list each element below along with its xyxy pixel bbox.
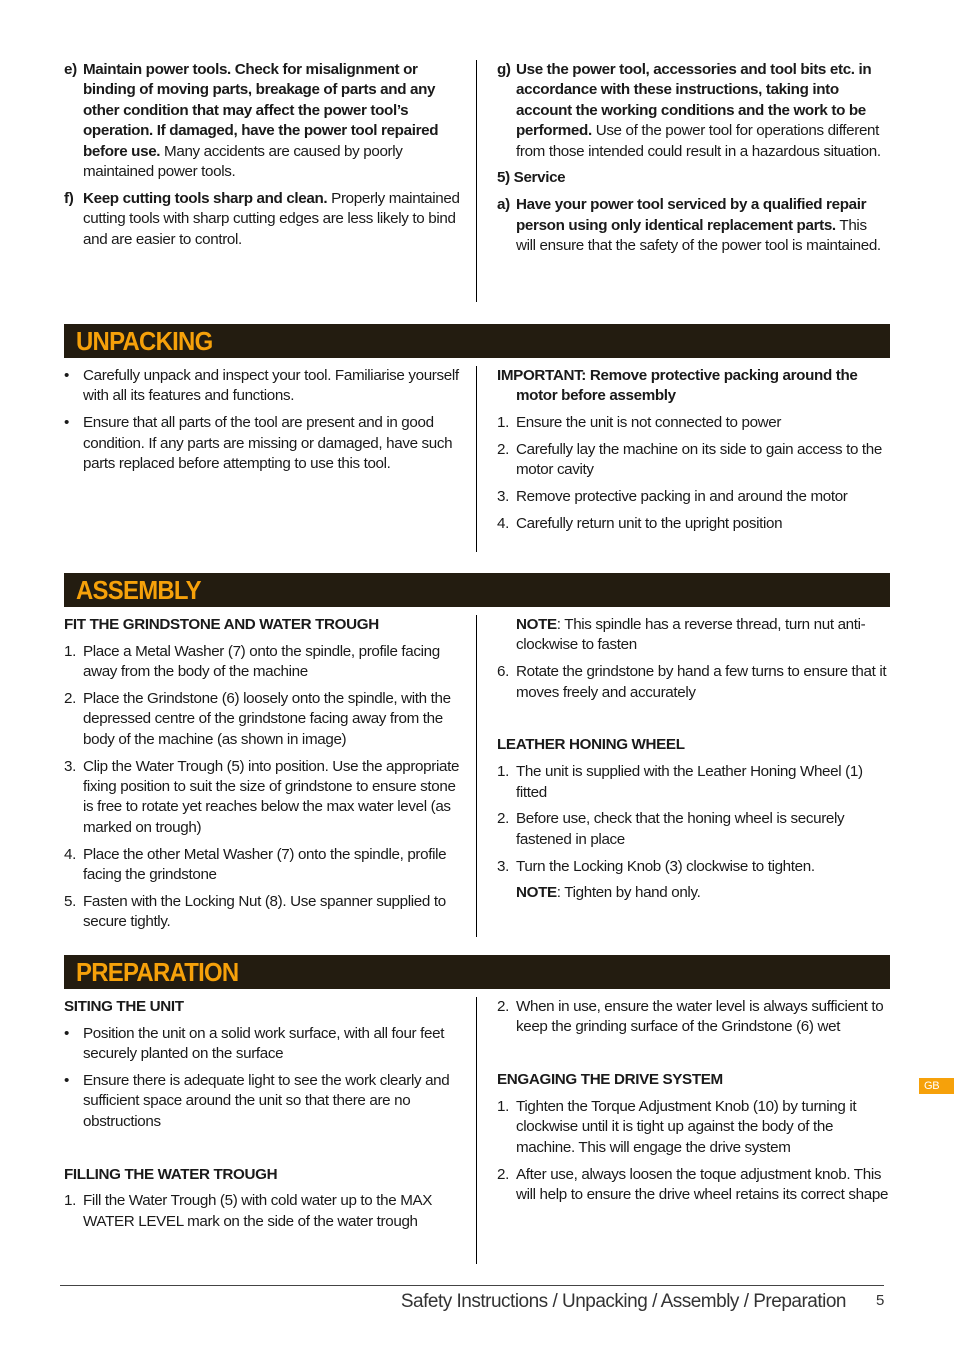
service-heading: 5) Service xyxy=(497,169,566,187)
page-number: 5 xyxy=(876,1292,884,1309)
safety-e-bold: Maintain power tools. Check for misalignment or binding of moving parts, breakage of parts and any other condition that may affect the power tool’s operation. If damaged, have the power tool repaired before use. xyxy=(83,61,439,160)
tighten-note: NOTE: Tighten by hand only. xyxy=(516,884,701,902)
spindle-note: NOTE: This spindle has a reverse thread, turn nut anti-clockwise to fasten xyxy=(516,616,866,654)
unpacking-left-column xyxy=(64,366,477,552)
safety-item-f xyxy=(64,189,460,250)
bullet-icon: • xyxy=(64,367,69,384)
list-item: 6. Rotate the grindstone by hand a few turns to ensure that it moves freely and accurately xyxy=(497,663,887,701)
preparation-right-column xyxy=(477,997,890,1264)
footer-section-title: Safety Instructions / Unpacking / Assembly / Preparation xyxy=(400,1291,846,1312)
safety-f-bold: Keep cutting tools sharp and clean. xyxy=(83,189,328,207)
list-item: 5. Fasten with the Locking Nut (8). Use spanner supplied to secure tightly. xyxy=(64,892,446,931)
list-item: 2. When in use, ensure the water level is always sufficient to keep the grinding surface of the Grindstone (6) wet xyxy=(497,998,884,1036)
list-item: • Ensure there is adequate light to see the work clearly and sufficient space around the unit so that there are no obstructions xyxy=(64,1071,460,1132)
safety-e-text: Many accidents are caused by poorly maintained power tools. xyxy=(83,142,403,181)
safety-a-text: This will ensure that the safety of the power tool is maintained. xyxy=(516,216,881,255)
important-note: IMPORTANT: Remove protective packing around the motor before assembly xyxy=(497,367,858,405)
unpacking-title: UNPACKING xyxy=(76,326,213,356)
list-item: 1. The unit is supplied with the Leather Honing Wheel (1) fitted xyxy=(497,763,863,801)
list-item: 3. Turn the Locking Knob (3) clockwise to tighten. xyxy=(497,857,815,875)
preparation-section xyxy=(64,997,890,1264)
item-label: a) xyxy=(497,196,510,214)
unpacking-right-column xyxy=(477,366,890,552)
safety-g-bold: Use the power tool, accessories and tool bits etc. in accordance with these instructions, taking into account the working conditions and the work to be performed. xyxy=(516,61,872,140)
list-item: 3. Clip the Water Trough (5) into position. Use the appropriate fixing position to suit the size of grindstone to ensure stone is free to rotate yet reaches below the max water level (as marked on trough) xyxy=(64,757,460,836)
list-item: • Position the unit on a solid work surface, with all four feet securely planted on the surface xyxy=(64,1024,460,1065)
bullet-icon: • xyxy=(64,414,69,432)
item-label: e) xyxy=(64,61,77,78)
assembly-left-column xyxy=(64,615,477,937)
bullet-icon: • xyxy=(64,1024,69,1042)
drive-heading: ENGAGING THE DRIVE SYSTEM xyxy=(497,1071,723,1089)
leather-heading: LEATHER HONING WHEEL xyxy=(497,736,685,754)
list-item: • Ensure that all parts of the tool are present and in good condition. If any parts are missing or damaged, have such parts replaced before attempting to use this tool. xyxy=(64,413,460,474)
list-item: 2. After use, always loosen the toque adjustment knob. This will help to ensure the drive wheel retains its correct shape xyxy=(497,1165,889,1204)
assembly-right-column xyxy=(477,615,890,937)
safety-right-column xyxy=(477,60,890,302)
grindstone-heading: FIT THE GRINDSTONE AND WATER TROUGH xyxy=(64,616,379,633)
filling-heading: FILLING THE WATER TROUGH xyxy=(64,1165,278,1183)
list-item: 1. Ensure the unit is not connected to power xyxy=(497,414,782,432)
list-item: 4. Carefully return unit to the upright position xyxy=(497,515,783,532)
list-item: 2. Before use, check that the honing wheel is securely fastened in place xyxy=(497,810,845,848)
list-item: 4. Place the other Metal Washer (7) onto the spindle, profile facing the grindstone xyxy=(64,845,447,884)
preparation-title: PREPARATION xyxy=(76,957,239,987)
siting-heading: SITING THE UNIT xyxy=(64,998,184,1015)
safety-left-column xyxy=(64,60,477,302)
safety-f-text: Properly maintained cutting tools with sharp cutting edges are less likely to bind and are easier to control. xyxy=(83,189,460,248)
safety-item-e xyxy=(64,60,460,182)
bullet-icon: • xyxy=(64,1072,69,1089)
safety-item-a xyxy=(497,195,890,256)
safety-a-bold: Have your power tool serviced by a qualified repair person using only identical replacement parts. xyxy=(516,196,867,234)
language-tab: GB xyxy=(919,1078,954,1094)
safety-item-g xyxy=(497,60,890,162)
item-label: f) xyxy=(64,189,74,207)
assembly-title: ASSEMBLY xyxy=(76,575,201,605)
preparation-left-column xyxy=(64,997,477,1264)
list-item: 1. Place a Metal Washer (7) onto the spindle, profile facing away from the body of the machine xyxy=(64,642,440,681)
unpacking-section xyxy=(64,366,890,552)
preparation-banner xyxy=(64,955,890,989)
list-item: 2. Carefully lay the machine on its side to gain access to the motor cavity xyxy=(497,441,882,479)
safety-section xyxy=(64,60,890,302)
assembly-banner xyxy=(64,573,890,607)
item-label: g) xyxy=(497,61,511,78)
assembly-section xyxy=(64,615,890,937)
list-item: 2. Place the Grindstone (6) loosely onto the spindle, with the depressed centre of the grindstone facing away from the body of the machine (as shown in image) xyxy=(64,690,451,748)
safety-g-text: Use of the power tool for operations different from those intended could result in a hazardous situation. xyxy=(516,122,881,160)
list-item: 3. Remove protective packing in and around the motor xyxy=(497,488,848,506)
list-item: 1. Fill the Water Trough (5) with cold water up to the MAX WATER LEVEL mark on the side of the water trough xyxy=(64,1192,433,1230)
list-item: 1. Tighten the Torque Adjustment Knob (10) by turning it clockwise until it is tight up against the body of the machine. This will engage the drive system xyxy=(497,1098,857,1156)
list-item: • Carefully unpack and inspect your tool. Familiarise yourself with all its features and functions. xyxy=(64,366,460,407)
footer-divider xyxy=(60,1285,884,1286)
unpacking-banner xyxy=(64,324,890,358)
